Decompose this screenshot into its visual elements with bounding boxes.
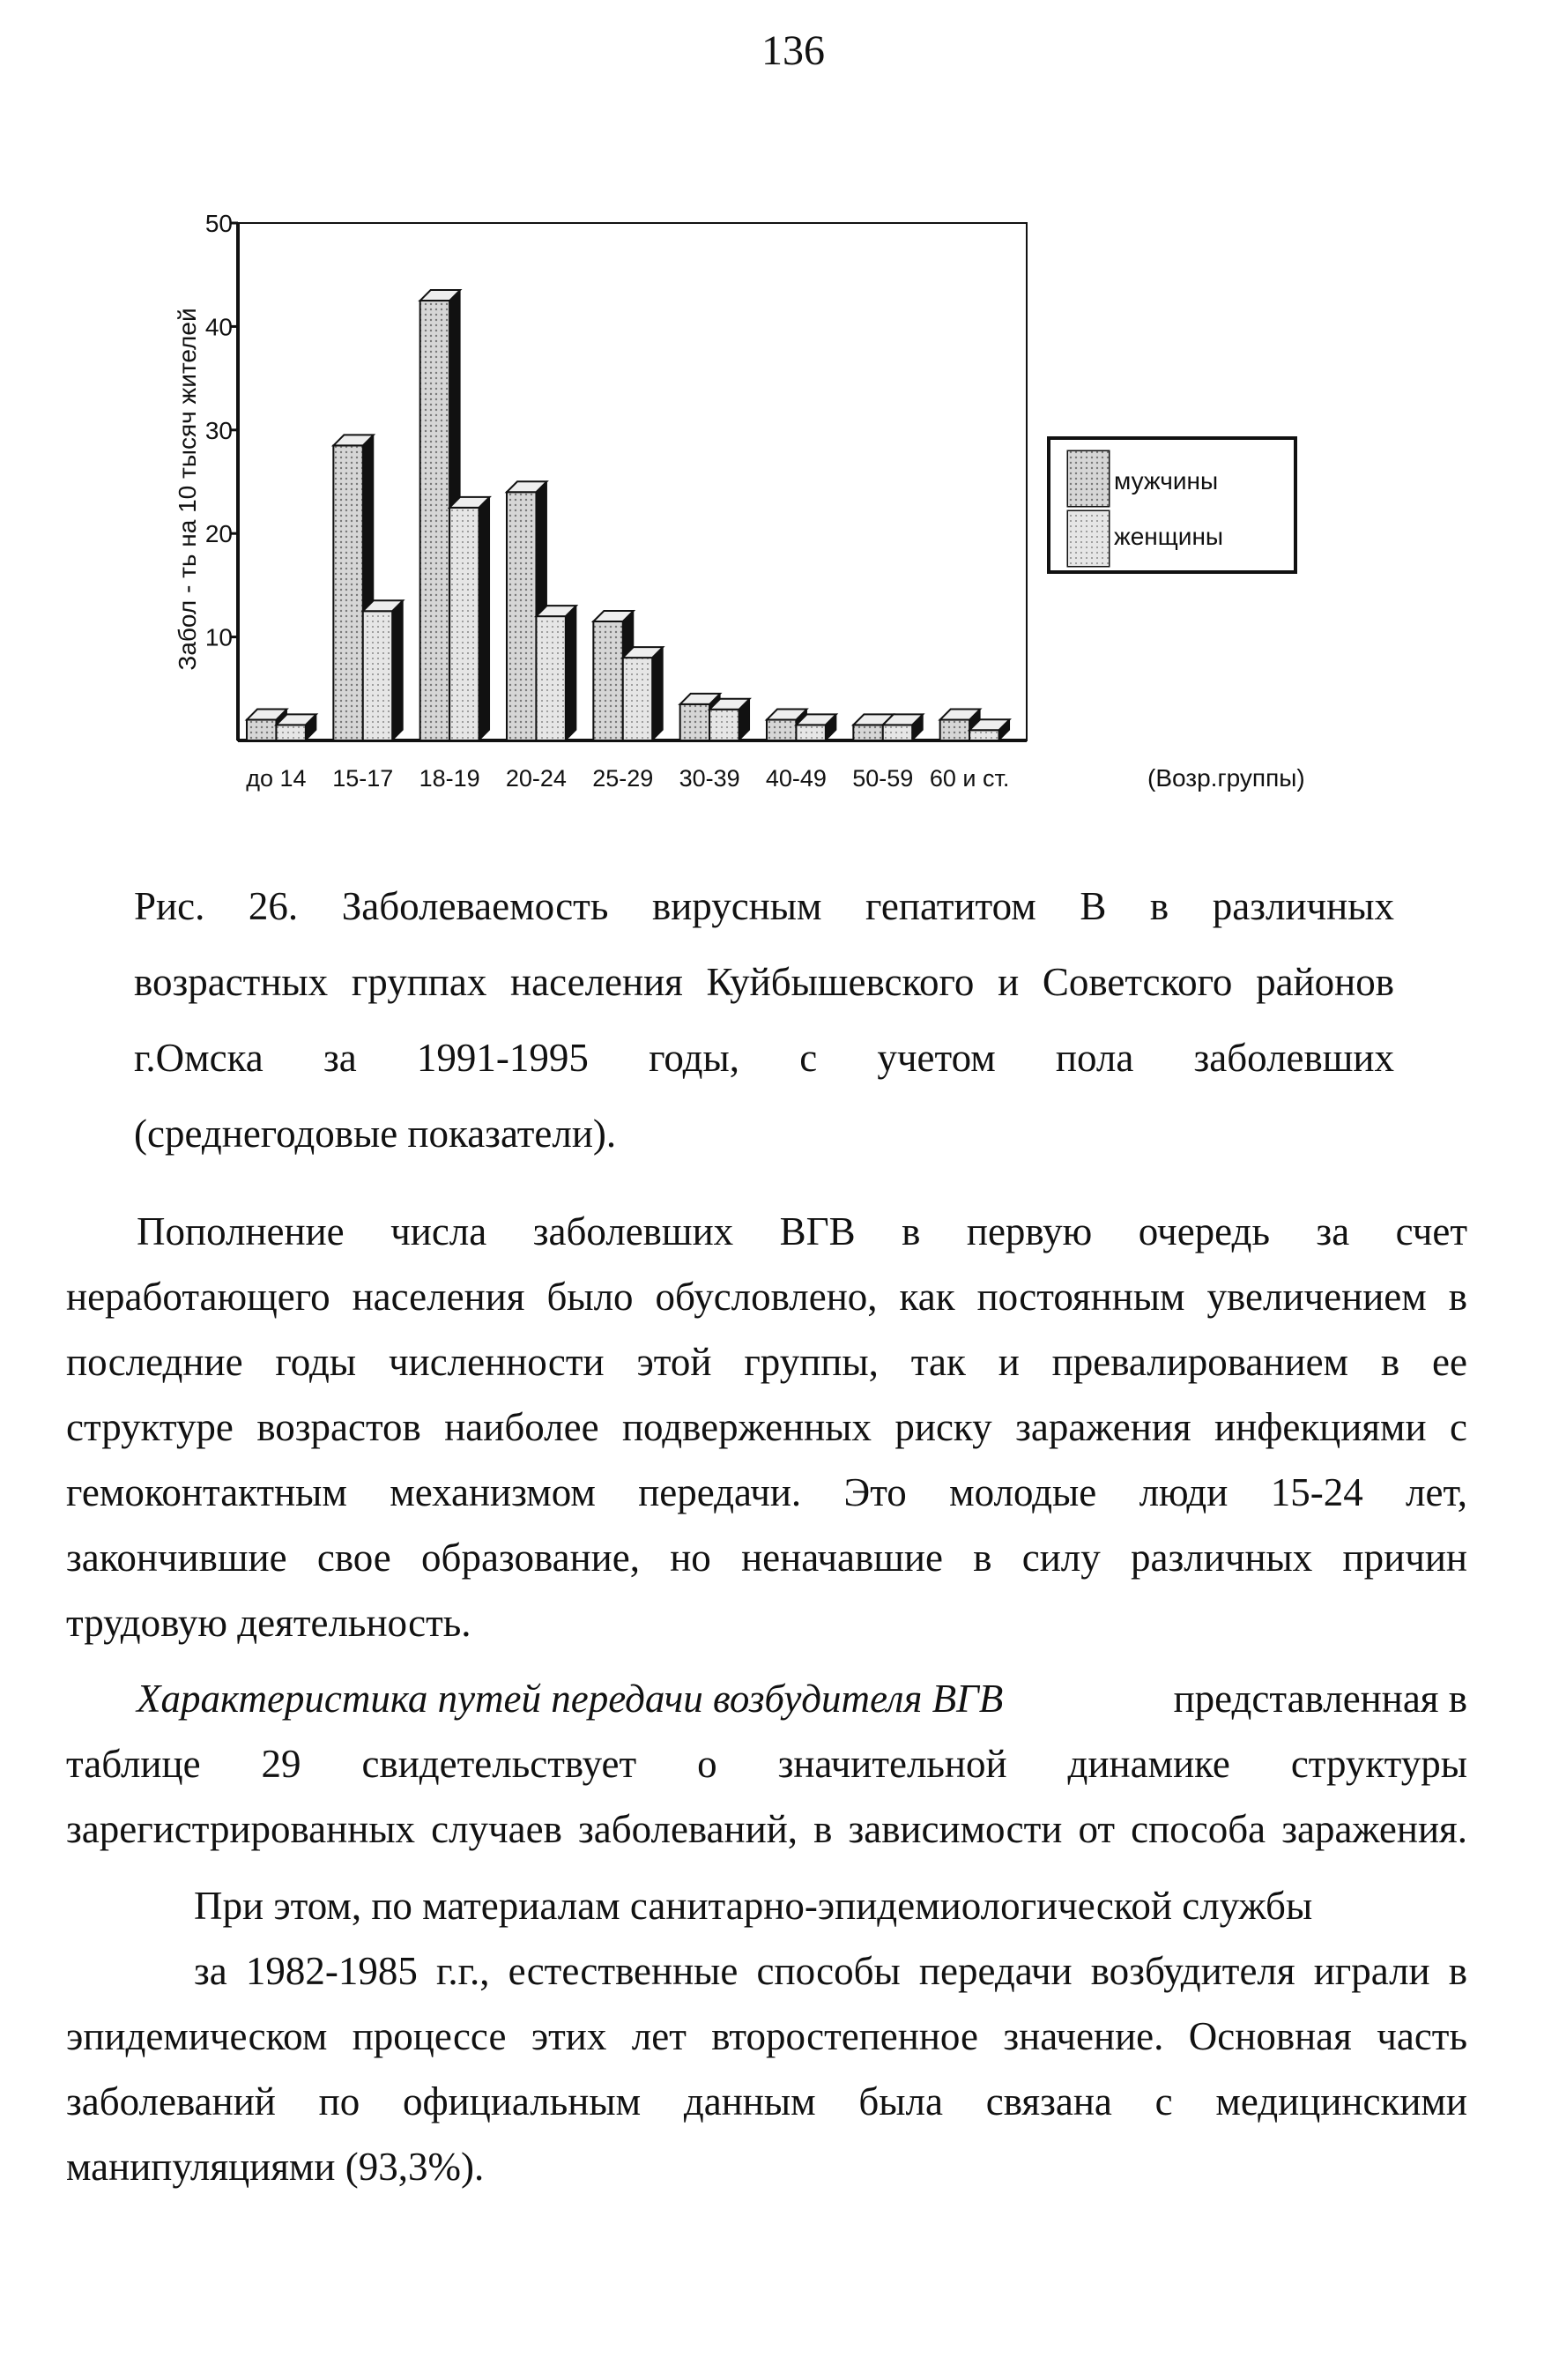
bar-women [883,725,912,740]
bar-men [333,445,362,740]
bar-women [709,710,739,740]
legend-swatch-men-dots [1068,451,1109,506]
paragraph-line [66,1666,1467,1731]
y-tick-label: 50 [204,210,233,237]
x-tick-label: 50-59 [852,765,914,792]
y-axis-label: Забол - ть на 10 тысяч жителей [174,308,201,671]
legend-label-men: мужчины [1114,467,1219,495]
paragraph-line: закончившие свое образование, но неначавшие в силу различных причин [66,1536,1467,1580]
bar-side [652,647,663,740]
paragraph-line: манипуляциями (93,3%). [66,2145,485,2189]
paragraph-line: неработающего населения было обусловлено, как постоянным увеличением в [66,1275,1467,1319]
x-tick-label: до 14 [246,765,307,792]
paragraph-3 [66,1873,1467,2199]
x-tick-label: 60 и ст. [929,765,1010,792]
lead-rest: представленная в [1173,1677,1467,1721]
paragraph-2 [66,1666,1467,1862]
page-number: 136 [761,27,825,74]
legend-label-women: женщины [1114,523,1224,550]
bar-men [420,301,449,740]
paragraph-line: структуре возрастов наиболее подверженных риску заражения инфекциями с [66,1405,1467,1449]
paragraph-line: таблице 29 свидетельствует о значительной динамике структуры [66,1742,1467,1786]
bar-chart [0,0,1544,820]
paragraph-line: зарегистрированных случаев заболеваний, в зависимости от способа заражения. [66,1807,1467,1851]
caption-line: возрастных группах населения Куйбышевского и Советского районов [134,960,1394,1004]
chart-legend [1049,438,1295,572]
paragraph-line: гемоконтактным механизмом передачи. Это молодые люди 15-24 лет, [66,1470,1467,1514]
y-tick-label: 10 [204,623,233,651]
bar-side [479,497,490,740]
bar-men [507,492,536,740]
paragraph-line: Пополнение числа заболевших ВГВ в первую очередь за счет [137,1209,1467,1253]
caption-line: (среднегодовые показатели). [134,1112,617,1156]
figure-caption [134,868,1394,1171]
x-tick-label: 20-24 [505,765,567,792]
bar-men [247,720,276,740]
paragraph-line: трудовую деятельность. [66,1601,471,1645]
paragraph-line: заболеваний по официальным данным была связана с медицинскими [66,2079,1467,2123]
x-axis-label: (Возр.группы) [1147,764,1305,792]
bar-men [767,720,796,740]
bar-women [969,730,998,740]
paragraph-line: эпидемическом процессе этих лет второстепенное значение. Основная часть [66,2014,1467,2058]
bar-side [566,606,576,740]
y-tick-label: 30 [204,416,233,444]
caption-line: Рис. 26. Заболеваемость вирусным гепатитом В в различных [134,884,1394,928]
x-tick-label: 30-39 [679,765,740,792]
caption-line: г.Омска за 1991-1995 годы, с учетом пола заболевших [134,1036,1394,1080]
bar-women [623,658,652,740]
legend-swatch-women-dots [1068,511,1109,566]
bar-women [449,508,479,740]
paragraph-line: последние годы численности этой группы, так и превалированием в ее [66,1340,1467,1384]
bar-women [363,611,392,740]
bar-women [536,616,565,740]
y-tick-labels [205,210,233,651]
paragraph-line: за 1982-1985 г.г., естественные способы передачи возбудителя играли в [194,1949,1467,1993]
italic-lead: Характеристика путей передачи возбудителя ВГВ [137,1677,1004,1721]
bar-men [593,621,622,740]
bar-men [940,720,969,740]
x-tick-label: 18-19 [419,765,480,792]
x-tick-label: 15-17 [332,765,394,792]
bar-side [392,600,403,740]
y-tick-label: 20 [204,520,233,548]
paragraph-1 [66,1199,1467,1655]
y-tick-label: 40 [204,313,233,341]
x-tick-label: 40-49 [765,765,827,792]
bar-men [853,725,882,740]
paragraph-line: При этом, по материалам санитарно-эпидемиологической службы [194,1884,1313,1928]
bar-women [276,725,305,740]
x-tick-labels [246,765,1009,792]
bar-men [680,704,709,740]
bar-women [796,725,825,740]
x-tick-label: 25-29 [592,765,654,792]
